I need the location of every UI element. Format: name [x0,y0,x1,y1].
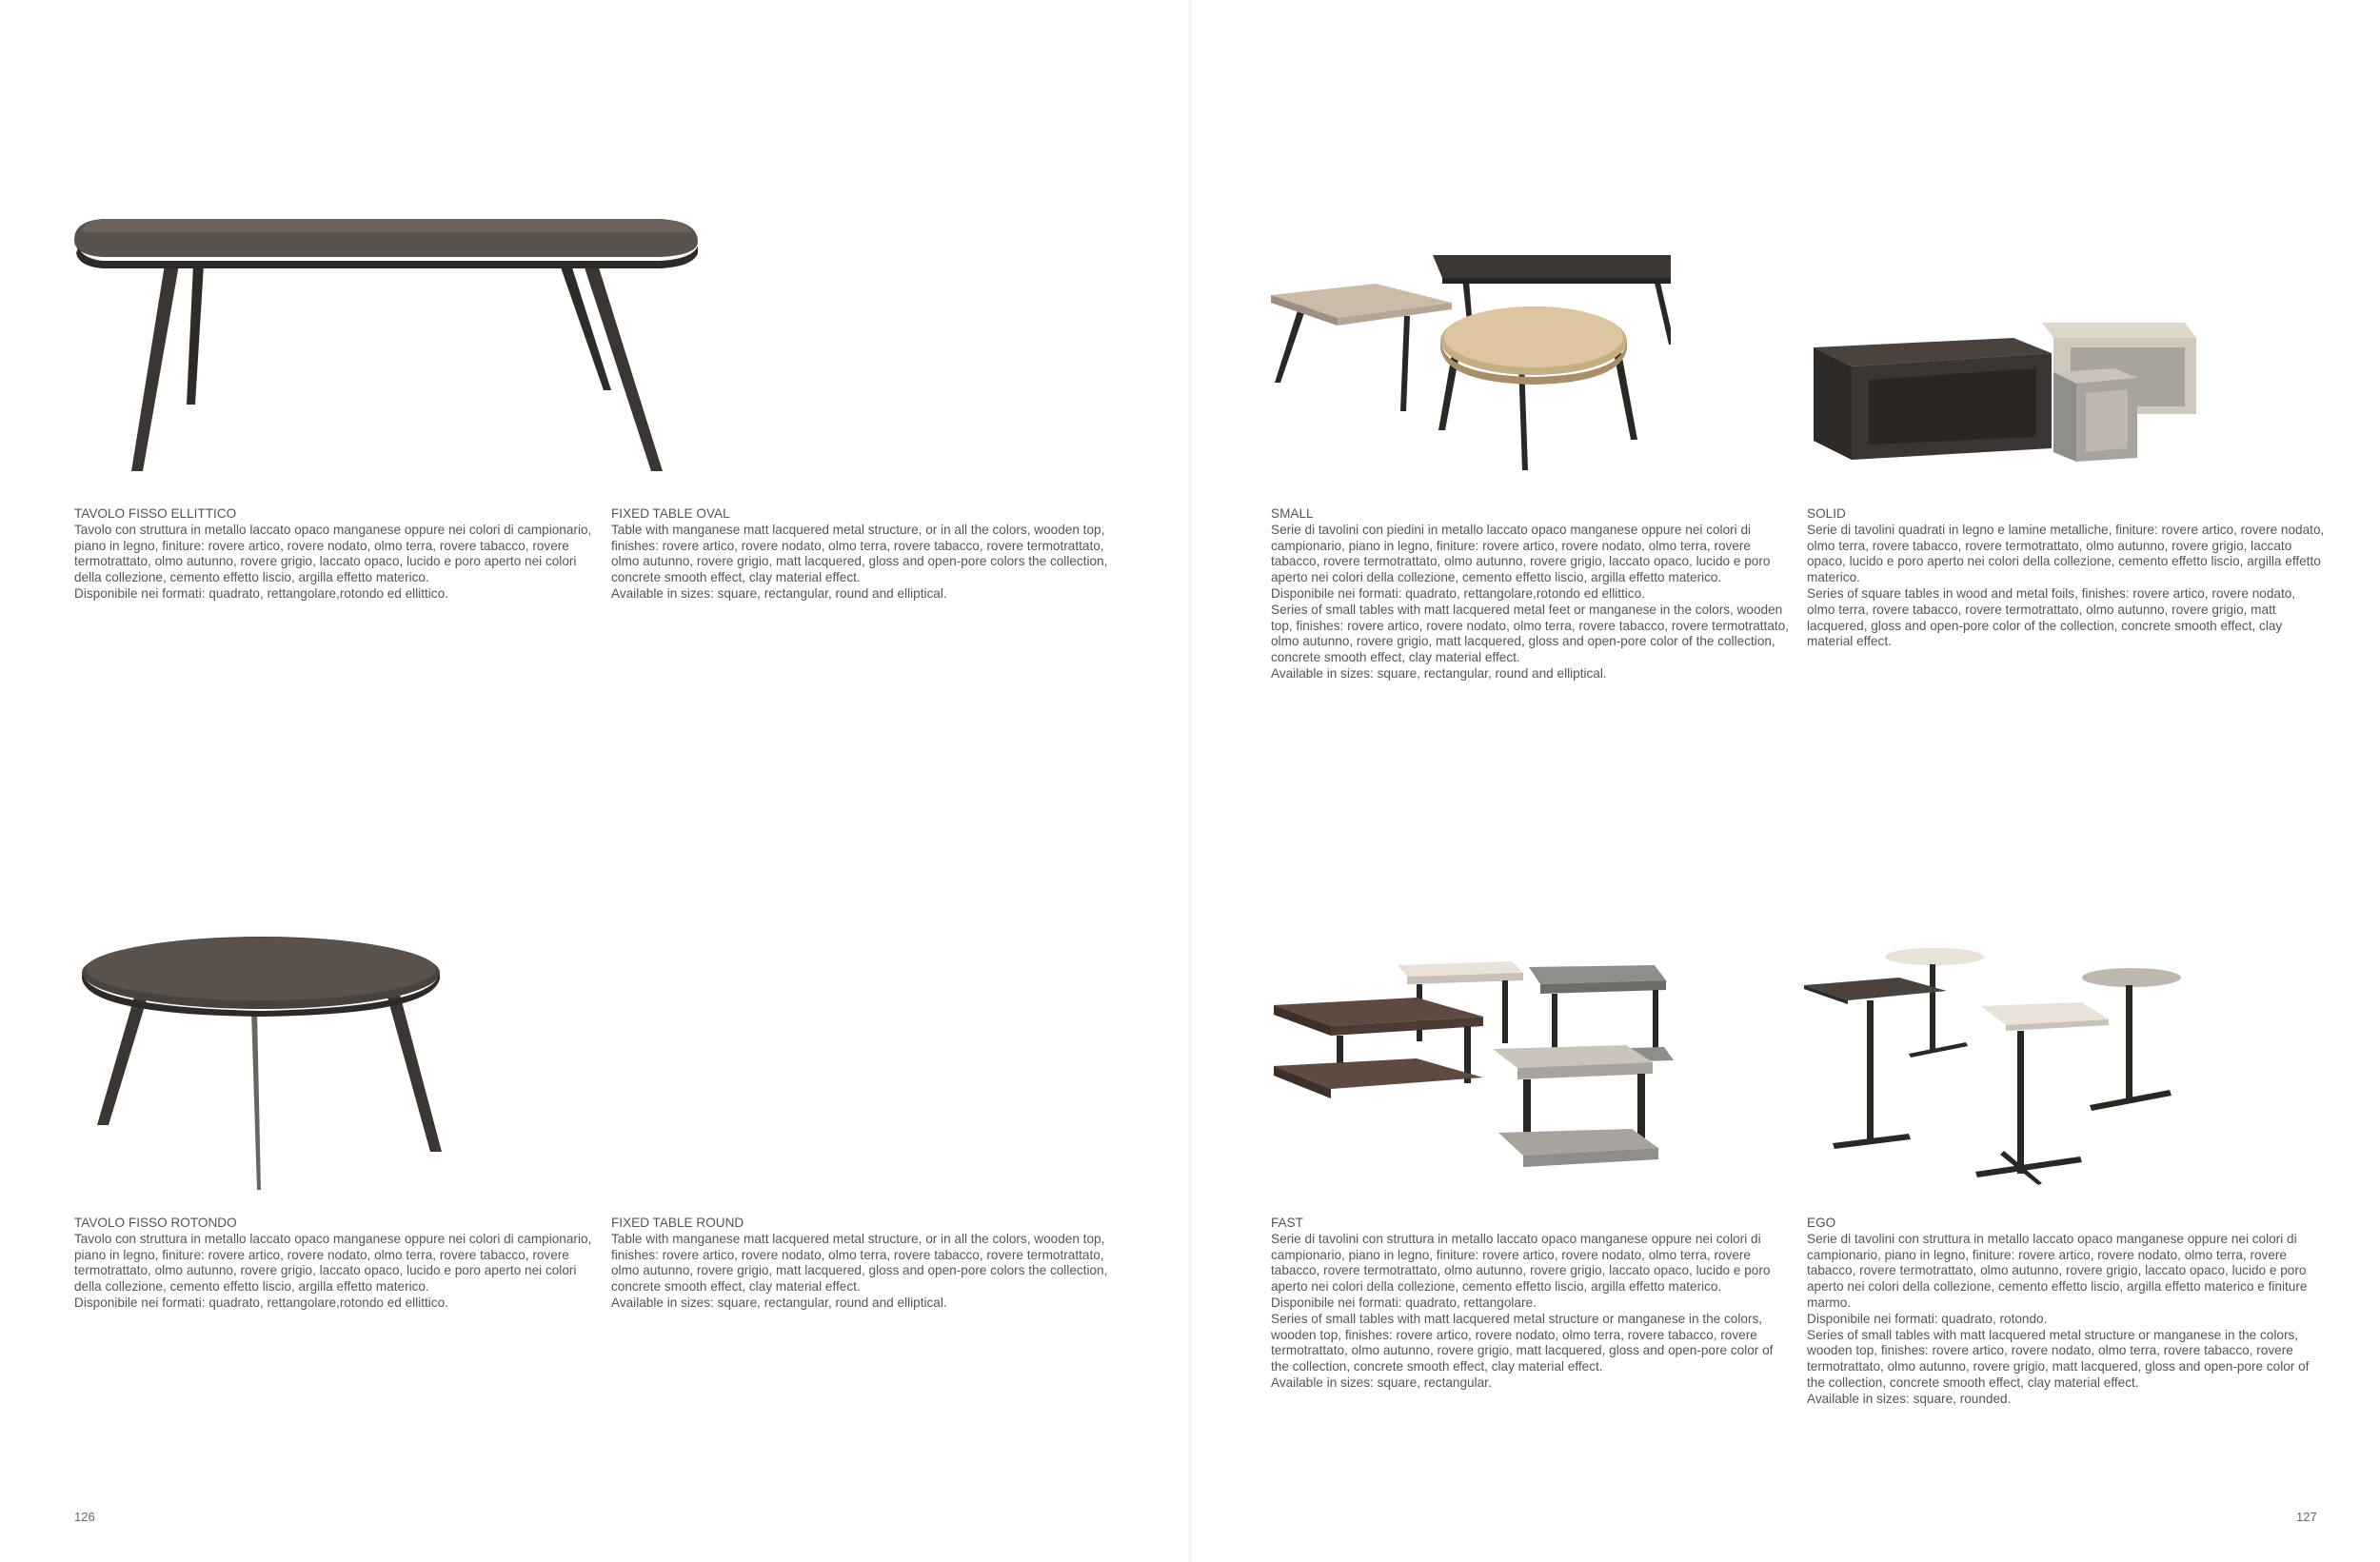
product-block-solid [1807,506,2326,650]
fast-tables-image [1274,956,1674,1184]
product-description: Tavolo con struttura in metallo laccato opaco manganese oppure nei colori di campionario, piano in legno, finiture: rovere artico, rovere nodato, olmo terra, rovere tabacco, rovere termotrattato, olmo autunno, rovere grigio, laccato opaco, lucido e poro aperto nei colori della collezione, cemento effetto liscio, argilla effetto materico. [74,1231,592,1295]
product-description-en: Series of small tables with matt lacquered metal structure or manganese in the colors, wooden top, finishes: rovere artico, rovere nodato, olmo terra, rovere tabacco, rovere termotrattato, olmo autunno, rovere grigio, matt lacquered, gloss and open-pore color of the collection, concrete smooth effect, clay material effect. [1807,1327,2310,1390]
ego-tables-image [1804,947,2185,1185]
product-sizes: Disponibile nei formati: quadrato, rettangolare,rotondo ed ellittico. [74,585,448,601]
product-title: SMALL [1271,506,1314,521]
round-table-image [80,935,451,1192]
product-title: TAVOLO FISSO ELLITTICO [74,506,237,521]
page-number-right: 127 [2296,1510,2317,1524]
product-title: SOLID [1807,506,1846,521]
small-tables-image [1271,249,1671,478]
product-title: FIXED TABLE ROUND [611,1216,744,1230]
product-description: Table with manganese matt lacquered metal structure, or in all the colors, wooden top, finishes: rovere artico, rovere nodato, olmo terra, rovere tabacco, rovere termotrattato, olmo autunno, rovere grigio, matt lacquered, gloss and open-pore colors the collection, concrete smooth effect, clay material effect. [611,1231,1108,1295]
product-block-fixed-table-oval [611,506,1130,603]
product-title: TAVOLO FISSO ROTONDO [74,1216,237,1230]
product-sizes: Disponibile nei formati: quadrato, rettangolare,rotondo ed ellittico. [74,1295,448,1310]
product-block-small [1271,506,1790,682]
product-description: Table with manganese matt lacquered metal structure, or in all the colors, wooden top, finishes: rovere artico, rovere nodato, olmo terra, rovere tabacco, rovere termotrattato, olmo autunno, rovere grigio, matt lacquered, gloss and open-pore colors the collection, concrete smooth effect, clay material effect. [611,522,1108,585]
product-description-it: Serie di tavolini con struttura in metallo laccato opaco manganese oppure nei colori di campionario, piano in legno, finiture: rovere artico, rovere nodato, olmo terra, rovere tabacco, rovere termotrattato, olmo autunno, rovere grigio, laccato opaco, lucido e poro aperto nei colori della collezione, cemento effetto liscio, argilla effetto materico e finiture marmo. [1807,1231,2308,1310]
product-title: FIXED TABLE OVAL [611,506,730,521]
product-sizes-en: Available in sizes: square, rectangular, round and elliptical. [1271,665,1607,681]
page-gutter [1188,0,1192,1562]
product-sizes: Available in sizes: square, rectangular, round and elliptical. [611,1295,947,1310]
solid-tables-image [1814,319,2232,462]
product-block-tavolo-fisso-ellittico [74,506,593,603]
product-description: Tavolo con struttura in metallo laccato opaco manganese oppure nei colori di campionario, piano in legno, finiture: rovere artico, rovere nodato, olmo terra, rovere tabacco, rovere termotrattato, olmo autunno, rovere grigio, laccato opaco, lucido e poro aperto nei colori della collezione, cemento effetto liscio, argilla effetto materico. [74,522,592,585]
product-sizes-it: Disponibile nei formati: quadrato, rettangolare,rotondo ed ellittico. [1271,585,1645,601]
product-description-en: Series of small tables with matt lacquered metal structure or manganese in the colors, wooden top, finishes: rovere artico, rovere nodato, olmo terra, rovere tabacco, rovere termotrattato, olmo autunno, rovere grigio, matt lacquered, gloss and open-pore color of the collection, concrete smooth effect, clay material effect. [1271,1311,1774,1374]
page-number-left: 126 [74,1510,95,1524]
product-description-it: Serie di tavolini con piedini in metallo laccato opaco manganese oppure nei colori di campionario, piano in legno, finiture: rovere artico, rovere nodato, olmo terra, rovere tabacco, rovere termotrattato, olmo autunno, rovere grigio, laccato opaco, lucido e poro aperto nei colori della collezione, cemento effetto liscio, argilla effetto materico. [1271,522,1771,585]
product-title: FAST [1271,1216,1303,1230]
elliptical-table-image [74,209,698,476]
product-block-fixed-table-round [611,1216,1130,1312]
product-sizes: Available in sizes: square, rectangular, round and elliptical. [611,585,947,601]
product-block-fast [1271,1216,1790,1392]
product-description-en: Series of square tables in wood and metal foils, finishes: rovere artico, rovere nodato, olmo terra, rovere tabacco, rovere termotrattato, olmo autunno, rovere grigio, matt lacquered, gloss and open-pore color of the collection, concrete smooth effect, clay material effect. [1807,585,2296,649]
product-block-tavolo-fisso-rotondo [74,1216,593,1312]
product-sizes-it: Disponibile nei formati: quadrato, rettangolare. [1271,1295,1537,1310]
product-description-it: Serie di tavolini quadrati in legno e lamine metalliche, finiture: rovere artico, rovere nodato, olmo terra, rovere tabacco, rovere termotrattato, olmo autunno, rovere grigio, laccato opaco, lucido e poro aperto nei colori della collezione, cemento effetto liscio, argilla effetto materico. [1807,522,2325,585]
product-sizes-en: Available in sizes: square, rounded. [1807,1391,2012,1406]
product-block-ego [1807,1216,2326,1408]
product-sizes-en: Available in sizes: square, rectangular. [1271,1374,1492,1390]
product-title: EGO [1807,1216,1836,1230]
product-description-it: Serie di tavolini con struttura in metallo laccato opaco manganese oppure nei colori di campionario, piano in legno, finiture: rovere artico, rovere nodato, olmo terra, rovere tabacco, rovere termotrattato, olmo autunno, rovere grigio, laccato opaco, lucido e poro aperto nei colori della collezione, cemento effetto liscio, argilla effetto materico. [1271,1231,1771,1295]
product-description-en: Series of small tables with matt lacquered metal feet or manganese in the colors, wooden top, finishes: rovere artico, rovere nodato, olmo terra, rovere tabacco, rovere termotrattato, olmo autunno, rovere grigio, matt lacquered, gloss and open-pore color of the collection, concrete smooth effect, clay material effect. [1271,602,1790,665]
product-sizes-it: Disponibile nei formati: quadrato, rotondo. [1807,1311,2048,1326]
